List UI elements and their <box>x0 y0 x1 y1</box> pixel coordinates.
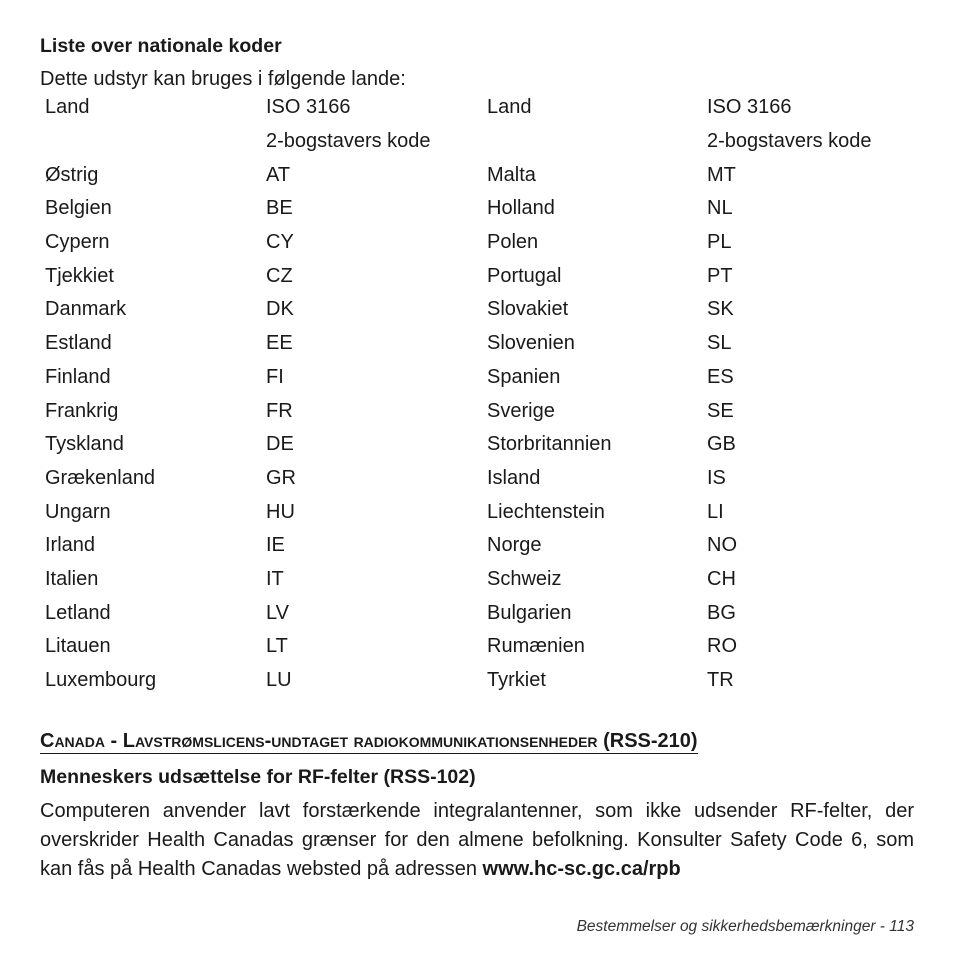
table-row <box>40 327 907 361</box>
table-row <box>40 226 907 260</box>
rss-102-heading: Menneskers udsættelse for RF-felter (RSS-102) <box>40 766 476 788</box>
iso-code-cell: NL <box>707 197 733 220</box>
country-cell: Island <box>487 466 541 489</box>
iso-code-cell: DK <box>266 298 294 321</box>
iso-code-cell: ES <box>707 365 734 388</box>
country-cell: Spanien <box>487 365 561 388</box>
country-cell: Estland <box>45 332 112 355</box>
iso-code-cell: LV <box>266 601 289 624</box>
country-cell: Liechtenstein <box>487 500 605 523</box>
national-codes-heading: Liste over nationale koder <box>40 35 282 57</box>
table-row <box>40 495 907 529</box>
country-cell: Ungarn <box>45 500 111 523</box>
iso-code-cell: 2-bogstavers kode <box>707 130 872 153</box>
iso-code-cell: LU <box>266 669 292 692</box>
iso-code-cell: SL <box>707 332 732 355</box>
canada-section-heading <box>40 729 698 754</box>
country-cell: Norge <box>487 534 542 557</box>
table-row <box>40 630 907 664</box>
iso-code-cell: IS <box>707 466 726 489</box>
country-cell: Finland <box>45 365 111 388</box>
iso-code-cell: ISO 3166 <box>266 96 351 119</box>
iso-code-cell: PL <box>707 231 732 254</box>
table-row <box>40 596 907 630</box>
table-row <box>40 293 907 327</box>
iso-code-cell: AT <box>266 163 291 186</box>
country-cell: Land <box>487 96 532 119</box>
country-cell: Bulgarien <box>487 601 572 624</box>
iso-code-cell: NO <box>707 534 737 557</box>
iso-code-cell: 2-bogstavers kode <box>266 130 431 153</box>
country-cell: Irland <box>45 534 96 557</box>
table-row <box>40 664 907 698</box>
iso-code-cell: SE <box>707 399 734 422</box>
table-row <box>40 428 907 462</box>
rf-exposure-paragraph <box>40 797 914 884</box>
iso-code-cell: ISO 3166 <box>707 96 792 119</box>
iso-code-cell: CY <box>266 231 294 254</box>
country-cell: Slovenien <box>487 332 575 355</box>
country-cell: Cypern <box>45 231 110 254</box>
country-cell: Frankrig <box>45 399 119 422</box>
country-cell: Holland <box>487 197 555 220</box>
iso-code-cell: EE <box>266 332 293 355</box>
table-row <box>40 361 907 395</box>
table-row <box>40 158 907 192</box>
country-cell <box>40 125 261 159</box>
country-cell: Tyrkiet <box>487 669 546 692</box>
table-row <box>40 259 907 293</box>
country-cell: Schweiz <box>487 567 562 590</box>
iso-code-cell: LI <box>707 500 724 523</box>
intro-text: Dette udstyr kan bruges i følgende lande: <box>40 68 406 90</box>
table-header-row <box>40 91 907 125</box>
canada-heading-suffix: (RSS-210) <box>597 730 698 752</box>
iso-code-cell: BG <box>707 601 736 624</box>
iso-code-cell: BE <box>266 197 293 220</box>
table-row <box>40 529 907 563</box>
country-cell: Italien <box>45 567 99 590</box>
canada-heading-title: Canada - Lavstrømslicens-undtaget radiokommunikationsenheder <box>40 730 598 752</box>
iso-code-cell: IE <box>266 534 285 557</box>
iso-code-cell: FR <box>266 399 293 422</box>
table-header-row <box>40 125 907 159</box>
country-cell: Letland <box>45 601 111 624</box>
iso-code-cell: TR <box>707 669 734 692</box>
iso-code-cell: DE <box>266 433 294 456</box>
country-cell: Polen <box>487 231 539 254</box>
table-row <box>40 563 907 597</box>
table-row <box>40 462 907 496</box>
iso-code-cell: MT <box>707 163 736 186</box>
country-cell: Litauen <box>45 635 111 658</box>
iso-code-cell: GB <box>707 433 736 456</box>
iso-code-cell: IT <box>266 567 284 590</box>
iso-code-cell: LT <box>266 635 288 658</box>
country-cell: Portugal <box>487 264 562 287</box>
iso-code-cell: HU <box>266 500 295 523</box>
country-cell: Sverige <box>487 399 555 422</box>
document-page <box>40 0 914 954</box>
table-row <box>40 394 907 428</box>
country-cell: Tyskland <box>45 433 124 456</box>
country-cell: Belgien <box>45 197 112 220</box>
health-canada-url: www.hc-sc.gc.ca/rpb <box>482 858 681 880</box>
iso-code-cell: RO <box>707 635 737 658</box>
country-cell: Østrig <box>45 163 99 186</box>
country-cell: Slovakiet <box>487 298 569 321</box>
country-cell: Malta <box>487 163 536 186</box>
country-cell: Luxembourg <box>45 669 157 692</box>
iso-code-cell: GR <box>266 466 296 489</box>
country-cell: Storbritannien <box>487 433 612 456</box>
iso-code-cell: SK <box>707 298 734 321</box>
country-cell: Rumænien <box>487 635 585 658</box>
country-cell: Danmark <box>45 298 127 321</box>
country-code-table <box>40 91 907 697</box>
country-cell: Land <box>45 96 90 119</box>
iso-code-cell: CZ <box>266 264 293 287</box>
iso-code-cell: CH <box>707 567 736 590</box>
table-row <box>40 192 907 226</box>
paragraph-text: Computeren anvender lavt forstærkende integralantenner, som ikke udsender RF-felter, der overskrider Health Canadas grænser for den almene befolkning. Konsulter Safety Code 6, som kan fås på Health Canadas websted på adressen <box>40 800 914 880</box>
country-cell: Tjekkiet <box>45 264 114 287</box>
country-cell <box>482 125 702 159</box>
iso-code-cell: FI <box>266 365 284 388</box>
country-cell: Grækenland <box>45 466 156 489</box>
page-footer: Bestemmelser og sikkerhedsbemærkninger - 113 <box>576 918 914 935</box>
iso-code-cell: PT <box>707 264 733 287</box>
